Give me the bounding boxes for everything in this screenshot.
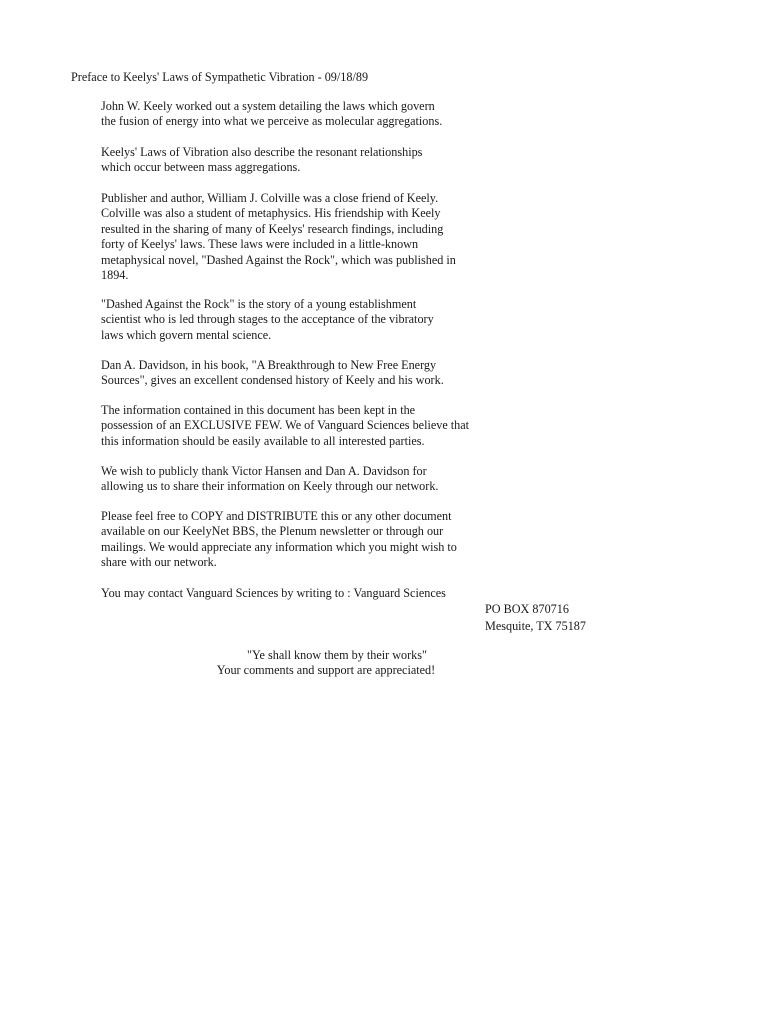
text-line: Keelys' Laws of Vibration also describe the resonant relationships bbox=[101, 145, 423, 159]
address-city: Mesquite, TX 75187 bbox=[485, 619, 586, 633]
paragraph-colville bbox=[101, 191, 456, 283]
text-line: Colville was also a student of metaphysics. His friendship with Keely bbox=[101, 206, 441, 221]
closing-quote: "Ye shall know them by their works" bbox=[246, 648, 427, 662]
text-line: the fusion of energy into what we perceive as molecular aggregations. bbox=[101, 114, 443, 129]
text-line: this information should be easily available to all interested parties. bbox=[101, 433, 425, 448]
text-line: laws which govern mental science. bbox=[101, 327, 272, 342]
text-line: 1894. bbox=[101, 268, 129, 283]
text-line: forty of Keelys' laws. These laws were included in a little-known bbox=[101, 237, 419, 252]
paragraph-exclusive-few bbox=[101, 403, 469, 449]
text-line: allowing us to share their information on Keely through our network. bbox=[101, 479, 439, 494]
text-line: possession of an EXCLUSIVE FEW. We of Vanguard Sciences believe that bbox=[101, 418, 470, 433]
text-line: Please feel free to COPY and DISTRIBUTE this or any other document bbox=[101, 509, 452, 523]
text-line: The information contained in this document has been kept in the bbox=[101, 403, 416, 417]
address-po-box: PO BOX 870716 bbox=[485, 602, 569, 616]
text-line: resulted in the sharing of many of Keelys' research findings, including bbox=[101, 221, 444, 236]
document-title: Preface to Keelys' Laws of Sympathetic Vibration - 09/18/89 bbox=[71, 70, 369, 84]
address-block bbox=[485, 601, 586, 635]
text-line: share with our network. bbox=[101, 555, 217, 570]
text-line: Sources", gives an excellent condensed history of Keely and his work. bbox=[101, 373, 444, 388]
text-line: mailings. We would appreciate any information which you might wish to bbox=[101, 539, 457, 554]
text-line: Publisher and author, William J. Colville was a close friend of Keely. bbox=[101, 191, 439, 205]
paragraph-thanks bbox=[101, 464, 438, 495]
text-line: which occur between mass aggregations. bbox=[101, 160, 301, 175]
text-line: John W. Keely worked out a system detailing the laws which govern bbox=[101, 99, 435, 113]
text-line: metaphysical novel, "Dashed Against the Rock", which was published in bbox=[101, 252, 456, 267]
text-line: scientist who is led through stages to the acceptance of the vibratory bbox=[101, 312, 434, 327]
paragraph-copy-distribute bbox=[101, 509, 457, 571]
text-line: available on our KeelyNet BBS, the Plenum newsletter or through our bbox=[101, 524, 444, 539]
text-line: Dan A. Davidson, in his book, "A Breakthrough to New Free Energy bbox=[101, 358, 437, 372]
text-line: You may contact Vanguard Sciences by writing to : Vanguard Sciences bbox=[101, 586, 446, 600]
paragraph-laws-of-vibration bbox=[101, 145, 422, 176]
paragraph-dashed-against-the-rock bbox=[101, 297, 434, 343]
paragraph-davidson bbox=[101, 358, 444, 389]
closing-thanks: Your comments and support are appreciated! bbox=[216, 663, 436, 677]
text-line: We wish to publicly thank Victor Hansen and Dan A. Davidson for bbox=[101, 464, 427, 478]
paragraph-keely-system bbox=[101, 99, 442, 130]
paragraph-contact bbox=[101, 586, 446, 601]
text-line: "Dashed Against the Rock" is the story of a young establishment bbox=[101, 297, 417, 311]
